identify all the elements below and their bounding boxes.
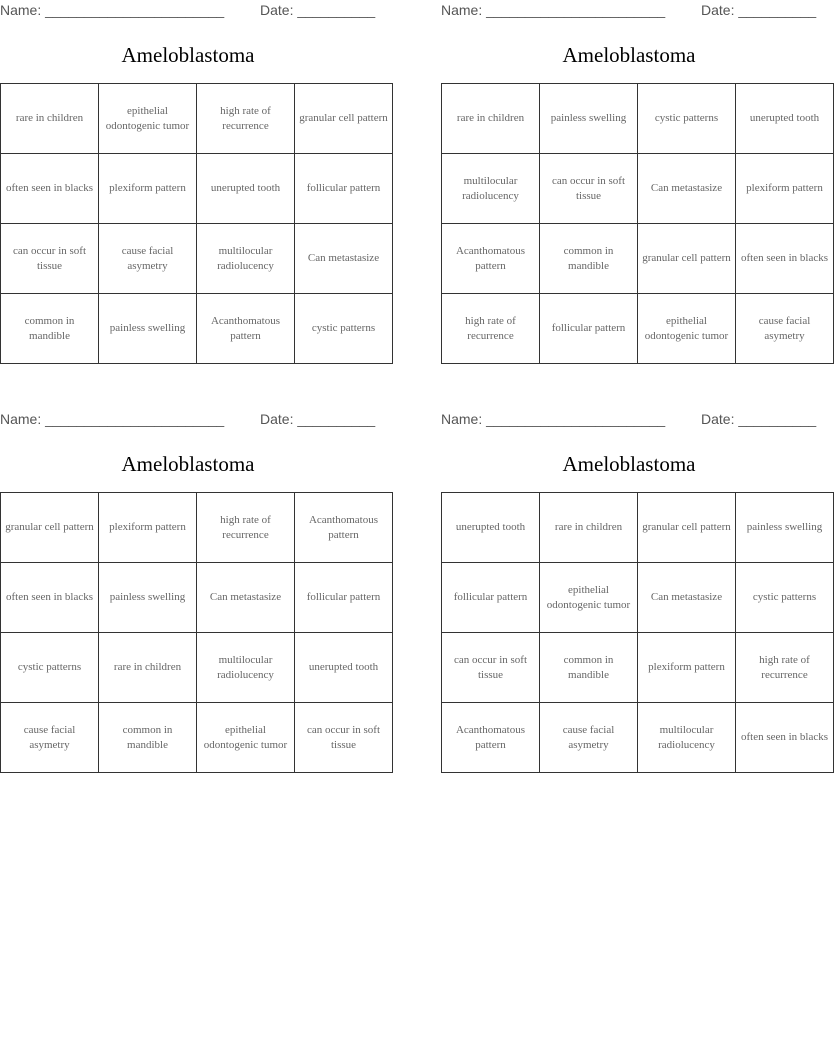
grid-cell: often seen in blacks xyxy=(736,224,834,294)
grid-cell: Can metastasize xyxy=(295,224,393,294)
grid-row xyxy=(442,493,834,563)
grid-cell: rare in children xyxy=(442,84,540,154)
grid-cell: follicular pattern xyxy=(295,154,393,224)
grid-cell: epithelial odontogenic tumor xyxy=(197,703,295,773)
grid-cell: follicular pattern xyxy=(540,294,638,364)
grid-row xyxy=(1,84,393,154)
grid-cell: Acanthomatous pattern xyxy=(442,224,540,294)
grid-cell: Acanthomatous pattern xyxy=(442,703,540,773)
grid-row xyxy=(1,154,393,224)
grid-cell: epithelial odontogenic tumor xyxy=(99,84,197,154)
bingo-card-4 xyxy=(441,409,829,751)
grid-cell: granular cell pattern xyxy=(638,224,736,294)
grid-cell: epithelial odontogenic tumor xyxy=(638,294,736,364)
grid-row xyxy=(442,154,834,224)
grid-cell: common in mandible xyxy=(1,294,99,364)
date-field: Date: __________ xyxy=(260,2,376,18)
grid-cell: often seen in blacks xyxy=(1,563,99,633)
grid-cell: follicular pattern xyxy=(442,563,540,633)
grid-cell: high rate of recurrence xyxy=(442,294,540,364)
grid-cell: cystic patterns xyxy=(1,633,99,703)
grid-cell: Acanthomatous pattern xyxy=(197,294,295,364)
grid-cell: rare in children xyxy=(540,493,638,563)
grid-cell: Acanthomatous pattern xyxy=(295,493,393,563)
grid-cell: common in mandible xyxy=(540,633,638,703)
grid-cell: plexiform pattern xyxy=(99,493,197,563)
bingo-card-2 xyxy=(441,0,829,342)
grid-cell: cause facial asymetry xyxy=(1,703,99,773)
name-field: Name: _______________________ xyxy=(441,411,666,427)
grid-row xyxy=(1,563,393,633)
grid-cell: high rate of recurrence xyxy=(736,633,834,703)
grid-row xyxy=(442,703,834,773)
name-field: Name: _______________________ xyxy=(441,2,666,18)
grid-row xyxy=(1,703,393,773)
grid-cell: cause facial asymetry xyxy=(540,703,638,773)
date-field: Date: __________ xyxy=(260,411,376,427)
card-title: Ameloblastoma xyxy=(121,452,255,476)
card-title: Ameloblastoma xyxy=(121,43,255,67)
grid-row xyxy=(1,633,393,703)
grid-cell: painless swelling xyxy=(736,493,834,563)
grid-row xyxy=(1,224,393,294)
grid-row xyxy=(442,563,834,633)
grid-cell: Can metastasize xyxy=(638,563,736,633)
grid-cell: unerupted tooth xyxy=(197,154,295,224)
grid-row xyxy=(442,84,834,154)
grid-cell: often seen in blacks xyxy=(736,703,834,773)
name-date-row xyxy=(441,409,817,431)
grid-row xyxy=(442,294,834,364)
grid-cell: painless swelling xyxy=(99,563,197,633)
grid-cell: high rate of recurrence xyxy=(197,84,295,154)
grid-cell: painless swelling xyxy=(99,294,197,364)
grid-cell: plexiform pattern xyxy=(638,633,736,703)
grid-cell: high rate of recurrence xyxy=(197,493,295,563)
grid-cell: can occur in soft tissue xyxy=(1,224,99,294)
grid-cell: multilocular radiolucency xyxy=(197,224,295,294)
bingo-grid xyxy=(441,83,834,364)
grid-cell: multilocular radiolucency xyxy=(442,154,540,224)
date-field: Date: __________ xyxy=(701,411,817,427)
grid-cell: can occur in soft tissue xyxy=(540,154,638,224)
bingo-grid xyxy=(0,83,393,364)
grid-cell: follicular pattern xyxy=(295,563,393,633)
grid-cell: unerupted tooth xyxy=(295,633,393,703)
grid-cell: unerupted tooth xyxy=(442,493,540,563)
grid-row xyxy=(1,294,393,364)
bingo-card-1 xyxy=(0,0,388,342)
bingo-card-3 xyxy=(0,409,381,751)
grid-cell: epithelial odontogenic tumor xyxy=(540,563,638,633)
grid-cell: Can metastasize xyxy=(638,154,736,224)
name-date-row xyxy=(0,0,376,22)
grid-cell: plexiform pattern xyxy=(99,154,197,224)
grid-cell: unerupted tooth xyxy=(736,84,834,154)
grid-cell: granular cell pattern xyxy=(638,493,736,563)
grid-cell: can occur in soft tissue xyxy=(442,633,540,703)
grid-cell: common in mandible xyxy=(540,224,638,294)
grid-cell: cystic patterns xyxy=(736,563,834,633)
grid-cell: often seen in blacks xyxy=(1,154,99,224)
grid-cell: cause facial asymetry xyxy=(99,224,197,294)
grid-cell: granular cell pattern xyxy=(295,84,393,154)
name-field: Name: _______________________ xyxy=(0,2,225,18)
bingo-grid xyxy=(0,492,393,773)
grid-cell: common in mandible xyxy=(99,703,197,773)
grid-cell: granular cell pattern xyxy=(1,493,99,563)
name-date-row xyxy=(441,0,817,22)
grid-cell: plexiform pattern xyxy=(736,154,834,224)
grid-row xyxy=(442,224,834,294)
grid-cell: rare in children xyxy=(99,633,197,703)
grid-cell: multilocular radiolucency xyxy=(638,703,736,773)
date-field: Date: __________ xyxy=(701,2,817,18)
grid-cell: Can metastasize xyxy=(197,563,295,633)
name-field: Name: _______________________ xyxy=(0,411,225,427)
name-date-row xyxy=(0,409,376,431)
grid-cell: cystic patterns xyxy=(295,294,393,364)
grid-cell: painless swelling xyxy=(540,84,638,154)
card-title: Ameloblastoma xyxy=(562,452,696,476)
bingo-grid xyxy=(441,492,834,773)
grid-cell: can occur in soft tissue xyxy=(295,703,393,773)
grid-cell: rare in children xyxy=(1,84,99,154)
grid-row xyxy=(442,633,834,703)
grid-cell: cause facial asymetry xyxy=(736,294,834,364)
grid-cell: multilocular radiolucency xyxy=(197,633,295,703)
grid-row xyxy=(1,493,393,563)
grid-cell: cystic patterns xyxy=(638,84,736,154)
card-title: Ameloblastoma xyxy=(562,43,696,67)
